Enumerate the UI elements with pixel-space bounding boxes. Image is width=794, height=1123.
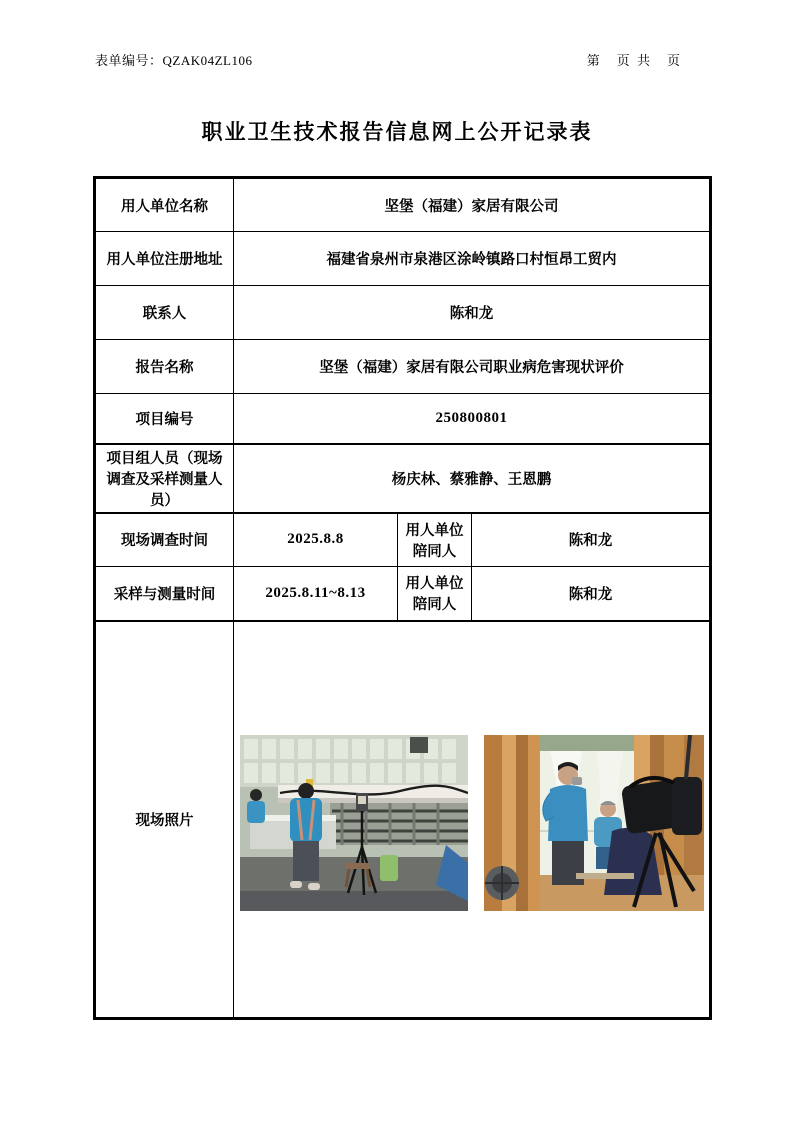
table-row	[95, 394, 711, 444]
row-label-sampling-date: 采样与测量时间	[95, 567, 234, 621]
table-row	[95, 567, 711, 621]
factory-production-line-photo	[240, 735, 468, 911]
row-label-project-team: 项目组人员（现场调查及采样测量人员）	[95, 444, 234, 513]
registered-address-value: 福建省泉州市泉港区涂岭镇路口村恒昂工贸内	[234, 232, 711, 286]
survey-escort-value: 陈和龙	[472, 513, 711, 567]
worker	[290, 783, 322, 890]
table-row	[95, 178, 711, 232]
table-row	[95, 232, 711, 286]
row-label-report-name: 报告名称	[95, 340, 234, 394]
employer-name-value: 坚堡（福建）家居有限公司	[234, 178, 711, 232]
photo-strip	[238, 735, 705, 911]
row-label-survey-date: 现场调查时间	[95, 513, 234, 567]
row-label-registered-address: 用人单位注册地址	[95, 232, 234, 286]
table-row	[95, 286, 711, 340]
row-label-site-photos: 现场照片	[95, 621, 234, 1019]
fan	[485, 866, 519, 900]
row-label-employer-name: 用人单位名称	[95, 178, 234, 232]
contact-person-value: 陈和龙	[234, 286, 711, 340]
table-row	[95, 340, 711, 394]
site-photos-cell	[234, 621, 711, 1019]
table-row	[95, 621, 711, 1019]
row-label-contact-person: 联系人	[95, 286, 234, 340]
table-row	[95, 444, 711, 513]
record-table	[93, 176, 712, 1020]
green-bag	[380, 855, 398, 881]
window-wall	[240, 735, 468, 787]
sampling-equipment-photo	[484, 735, 704, 911]
page-number: 第 页 共 页	[586, 53, 682, 68]
row-label-project-number: 项目编号	[95, 394, 234, 444]
sampling-date-value: 2025.8.11~8.13	[234, 567, 398, 621]
page-title: 职业卫生技术报告信息网上公开记录表	[201, 120, 593, 144]
form-code: 表单编号：QZAK04ZL106	[95, 53, 253, 68]
table-row	[95, 513, 711, 567]
page-header	[95, 50, 682, 69]
table-edge	[576, 873, 634, 879]
survey-date-value: 2025.8.8	[234, 513, 398, 567]
sampling-escort-label: 用人单位陪同人	[398, 567, 472, 621]
project-team-value: 杨庆林、蔡雅静、王恩鹏	[234, 444, 711, 513]
survey-escort-label: 用人单位陪同人	[398, 513, 472, 567]
project-number-value: 250800801	[234, 394, 711, 444]
sampling-escort-value: 陈和龙	[472, 567, 711, 621]
report-name-value: 坚堡（福建）家居有限公司职业病危害现状评价	[234, 340, 711, 394]
